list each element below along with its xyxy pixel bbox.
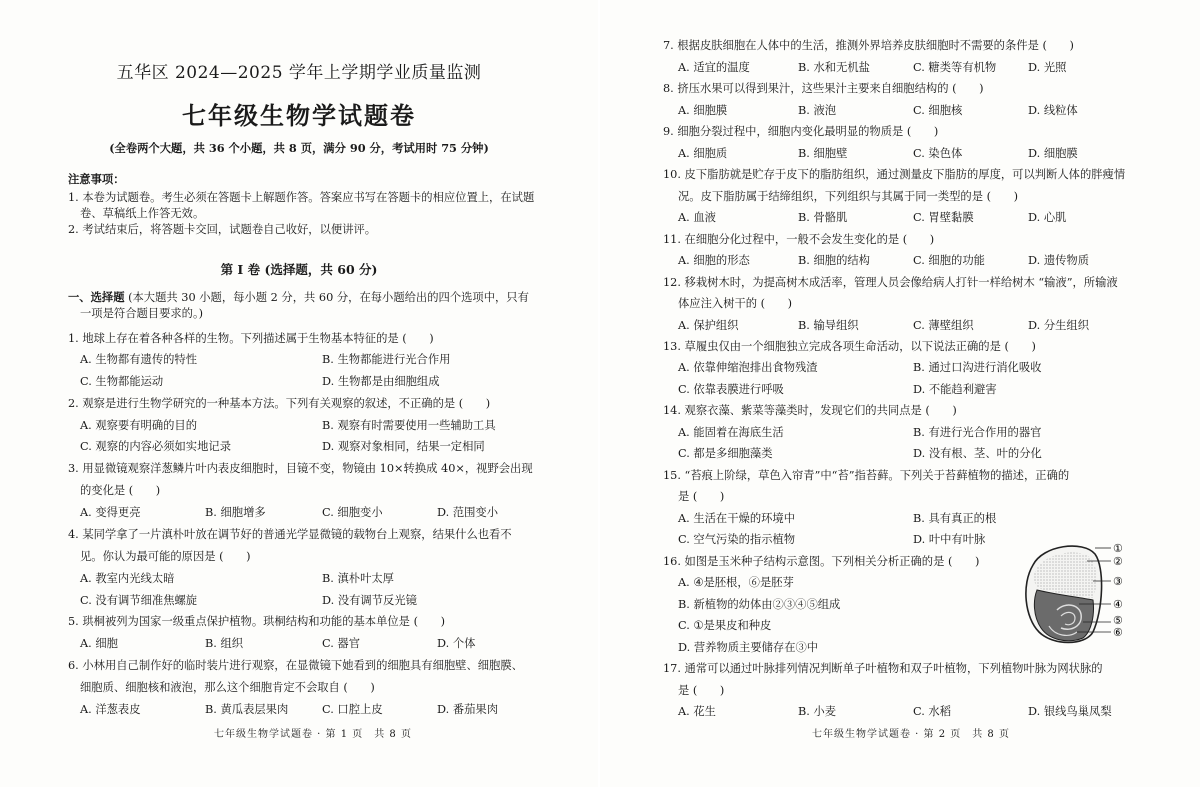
- q14-option-d: D. 没有根、茎、叶的分化: [913, 447, 1042, 460]
- question-2-stem: 2. 观察是进行生物学研究的一种基本方法。下列有关观察的叙述，不正确的是 ( ): [68, 397, 491, 410]
- diagram-label-1: ①: [1113, 542, 1123, 555]
- q2-option-a: A. 观察要有明确的目的: [80, 419, 198, 432]
- q12-option-c: C. 薄壁组织: [913, 319, 974, 332]
- note-1-cont: 卷、草稿纸上作答无效。: [80, 207, 205, 220]
- question-17-stem: 17. 通常可以通过叶脉排列情况判断单子叶植物和双子叶植物，下列植物叶脉为网状脉的: [663, 662, 1103, 675]
- part1-text-cont: 一项是符合题目要求的。): [80, 307, 204, 320]
- part1-instructions: [68, 290, 529, 305]
- question-4-stem-cont: 见。你认为最可能的原因是 ( ): [80, 550, 251, 563]
- question-16-stem: 16. 如图是玉米种子结构示意图。下列相关分析正确的是 ( ): [663, 555, 980, 568]
- q7-option-c: C. 糖类等有机物: [913, 61, 997, 74]
- q4-option-d: D. 没有调节反光镜: [322, 594, 417, 607]
- q5-option-c: C. 器官: [322, 637, 361, 650]
- q12-option-d: D. 分生组织: [1028, 319, 1090, 332]
- q1-option-d: D. 生物都是由细胞组成: [322, 375, 440, 388]
- q13-option-d: D. 不能趋利避害: [913, 383, 997, 396]
- q10-option-c: C. 胃壁黏膜: [913, 211, 974, 224]
- q6-option-a: A. 洋葱表皮: [80, 703, 141, 716]
- part1-text: (本大题共 30 小题，每小题 2 分，共 60 分，在每小题给出的四个选项中，只有: [128, 291, 529, 304]
- q5-option-b: B. 组织: [205, 637, 244, 650]
- exam-page-2: [600, 0, 1200, 787]
- q10-option-a: A. 血液: [678, 211, 716, 224]
- question-12-stem-cont: 体应注入树干的 ( ): [678, 297, 793, 310]
- diagram-label-2: ②: [1113, 555, 1123, 568]
- q3-option-d: D. 范围变小: [437, 506, 499, 519]
- q13-option-b: B. 通过口沟进行消化吸收: [913, 361, 1042, 374]
- q5-option-a: A. 细胞: [80, 637, 118, 650]
- section-title: 第 I 卷 (选择题，共 60 分): [220, 262, 378, 277]
- exam-header-line: 五华区 2024—2025 学年上学期学业质量监测: [116, 63, 482, 83]
- q12-option-a: A. 保护组织: [678, 319, 739, 332]
- q9-option-d: D. 细胞膜: [1028, 147, 1078, 160]
- diagram-label-5: ⑤: [1113, 614, 1123, 627]
- part1-label: 一、选择题: [68, 290, 125, 304]
- q13-option-c: C. 依靠表膜进行呼吸: [678, 383, 784, 396]
- question-14-stem: 14. 观察衣藻、紫菜等藻类时，发现它们的共同点是 ( ): [663, 404, 957, 417]
- exam-page-1: [0, 0, 598, 787]
- question-1-stem: 1. 地球上存在着各种各样的生物。下列描述属于生物基本特征的是 ( ): [68, 332, 434, 345]
- q15-option-d: D. 叶中有叶脉: [913, 533, 986, 546]
- q17-option-a: A. 花生: [678, 705, 716, 718]
- question-7-stem: 7. 根据皮肤细胞在人体中的生活，推测外界培养皮肤细胞时不需要的条件是 ( ): [663, 39, 1074, 52]
- q11-option-c: C. 细胞的功能: [913, 254, 985, 267]
- question-6-stem: 6. 小林用自己制作好的临时装片进行观察，在显微镜下她看到的细胞具有细胞壁、细胞膜、: [68, 659, 523, 672]
- q15-option-a: A. 生活在干燥的环境中: [678, 512, 796, 525]
- q17-option-c: C. 水稻: [913, 705, 952, 718]
- q9-option-a: A. 细胞质: [678, 147, 728, 160]
- question-3-stem: 3. 用显微镜观察洋葱鳞片叶内表皮细胞时，目镜不变，物镜由 10×转换成 40×，视野会出现: [68, 462, 533, 475]
- q10-option-b: B. 骨骼肌: [798, 211, 848, 224]
- corn-seed-diagram: [1013, 540, 1133, 650]
- q17-option-b: B. 小麦: [798, 705, 837, 718]
- q15-option-b: B. 具有真正的根: [913, 512, 997, 525]
- notes-heading: 注意事项：: [68, 172, 125, 186]
- question-4-stem: 4. 某同学拿了一片滇朴叶放在调节好的普通光学显微镜的载物台上观察，结果什么也看不: [68, 528, 512, 541]
- question-10-stem: 10. 皮下脂肪就是贮存于皮下的脂肪组织，通过测量皮下脂肪的厚度，可以判断人体的胖瘦情: [663, 168, 1126, 181]
- q9-option-c: C. 染色体: [913, 147, 963, 160]
- q4-option-b: B. 滇朴叶太厚: [322, 572, 394, 585]
- note-1: 1. 本卷为试题卷。考生必须在答题卡上解题作答。答案应书写在答题卡的相应位置上，在试题: [68, 191, 535, 204]
- q8-option-a: A. 细胞膜: [678, 104, 728, 117]
- q8-option-b: B. 液泡: [798, 104, 837, 117]
- q7-option-a: A. 适宜的温度: [678, 61, 750, 74]
- q2-option-b: B. 观察有时需要使用一些辅助工具: [322, 419, 496, 432]
- diagram-label-6: ⑥: [1113, 626, 1123, 639]
- question-15-stem-cont: 是 ( ): [678, 490, 725, 503]
- q14-option-c: C. 都是多细胞藻类: [678, 447, 773, 460]
- q7-option-b: B. 水和无机盐: [798, 61, 870, 74]
- q17-option-d: D. 银线鸟巢凤梨: [1028, 705, 1112, 718]
- q1-option-a: A. 生物都有遗传的特性: [80, 353, 198, 366]
- q6-option-b: B. 黄瓜表层果肉: [205, 703, 289, 716]
- question-5-stem: 5. 珙桐被列为国家一级重点保护植物。珙桐结构和功能的基本单位是 ( ): [68, 615, 445, 628]
- question-17-stem-cont: 是 ( ): [678, 684, 725, 697]
- q4-option-c: C. 没有调节细准焦螺旋: [80, 594, 198, 607]
- q16-option-c: C. ①是果皮和种皮: [678, 619, 772, 632]
- question-6-stem-cont: 细胞质、细胞核和液泡，那么这个细胞肯定不会取自 ( ): [80, 681, 375, 694]
- q16-option-a: A. ④是胚根，⑥是胚芽: [678, 576, 794, 589]
- q3-option-c: C. 细胞变小: [322, 506, 383, 519]
- q8-option-c: C. 细胞核: [913, 104, 963, 117]
- q15-option-c: C. 空气污染的指示植物: [678, 533, 796, 546]
- q2-option-d: D. 观察对象相同，结果一定相同: [322, 440, 485, 453]
- q3-option-a: A. 变得更亮: [80, 506, 141, 519]
- q12-option-b: B. 输导组织: [798, 319, 859, 332]
- q2-option-c: C. 观察的内容必须如实地记录: [80, 440, 231, 453]
- q1-option-b: B. 生物都能进行光合作用: [322, 353, 451, 366]
- q8-option-d: D. 线粒体: [1028, 104, 1078, 117]
- exam-title: 七年级生物学试题卷: [182, 101, 416, 130]
- diagram-label-4: ④: [1113, 598, 1123, 611]
- q13-option-a: A. 依靠伸缩泡排出食物残渣: [678, 361, 818, 374]
- q9-option-b: B. 细胞壁: [798, 147, 848, 160]
- question-13-stem: 13. 草履虫仅由一个细胞独立完成各项生命活动，以下说法正确的是 ( ): [663, 340, 1036, 353]
- question-11-stem: 11. 在细胞分化过程中，一般不会发生变化的是 ( ): [663, 233, 935, 246]
- question-10-stem-cont: 况。皮下脂肪属于结缔组织，下列组织与其属于同一类型的是 ( ): [678, 190, 1019, 203]
- q7-option-d: D. 光照: [1028, 61, 1067, 74]
- q14-option-a: A. 能固着在海底生活: [678, 426, 784, 439]
- q6-option-d: D. 番茄果肉: [437, 703, 499, 716]
- q16-option-d: D. 营养物质主要储存在③中: [678, 641, 819, 654]
- q11-option-a: A. 细胞的形态: [678, 254, 750, 267]
- page-footer: 七年级生物学试题卷 · 第 1 页 共 8 页: [214, 729, 412, 740]
- q1-option-c: C. 生物都能运动: [80, 375, 164, 388]
- q5-option-d: D. 个体: [437, 637, 476, 650]
- note-2: 2. 考试结束后，将答题卡交回，试题卷自己收好，以便讲评。: [68, 223, 377, 236]
- question-9-stem: 9. 细胞分裂过程中，细胞内变化最明显的物质是 ( ): [663, 125, 939, 138]
- q4-option-a: A. 教室内光线太暗: [80, 572, 175, 585]
- q11-option-b: B. 细胞的结构: [798, 254, 870, 267]
- q6-option-c: C. 口腔上皮: [322, 703, 383, 716]
- q10-option-d: D. 心肌: [1028, 211, 1067, 224]
- question-15-stem: 15. “苔痕上阶绿，草色入帘青”中“苔”指苔藓。下列关于苔藓植物的描述，正确的: [663, 469, 1070, 482]
- q3-option-b: B. 细胞增多: [205, 506, 266, 519]
- q14-option-b: B. 有进行光合作用的器官: [913, 426, 1042, 439]
- page-footer: 七年级生物学试题卷 · 第 2 页 共 8 页: [812, 729, 1010, 740]
- exam-subtitle: (全卷两个大题，共 36 个小题，共 8 页，满分 90 分，考试用时 75 分钟): [109, 141, 489, 155]
- question-8-stem: 8. 挤压水果可以得到果汁，这些果汁主要来自细胞结构的 ( ): [663, 82, 984, 95]
- question-3-stem-cont: 的变化是 ( ): [80, 484, 161, 497]
- q11-option-d: D. 遗传物质: [1028, 254, 1090, 267]
- diagram-label-3: ③: [1113, 575, 1123, 588]
- question-12-stem: 12. 移栽树木时，为提高树木成活率，管理人员会像给病人打针一样给树木 “输液”，所输液: [663, 276, 1118, 289]
- q16-option-b: B. 新植物的幼体由②③④⑤组成: [678, 598, 841, 611]
